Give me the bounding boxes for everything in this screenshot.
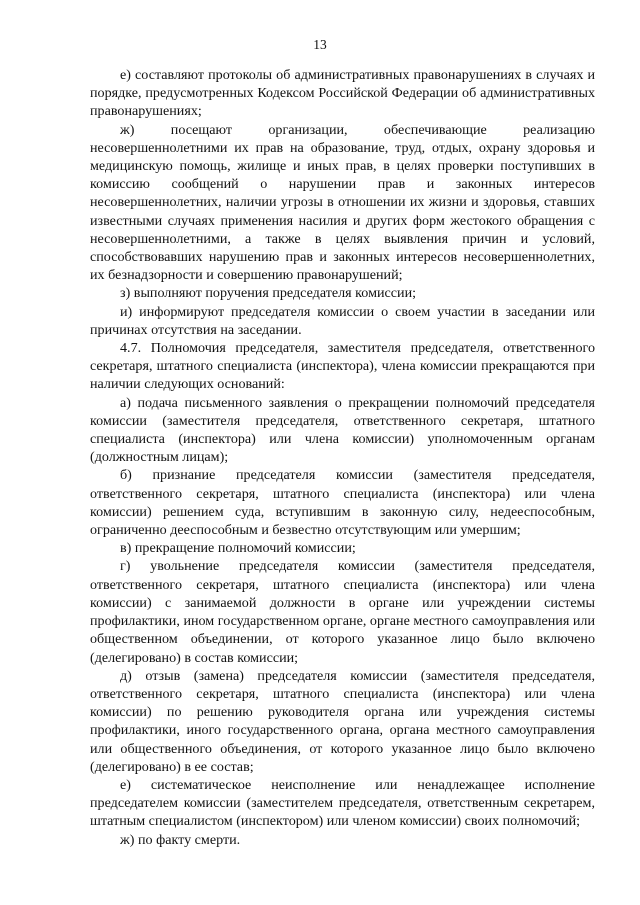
paragraph-b-court-decision: б) признание председателя комиссии (заместителя председателя, ответственного секретаря, штатного специалиста (инспектора) или члена комиссии) решением суда, вступившим в законную силу, недееспособным, ограниченно дееспособным и безвестно отсутствующим или умершим; <box>90 467 595 539</box>
page-number: 13 <box>313 37 327 52</box>
paragraph-g-dismissal: г) увольнение председателя комиссии (заместителя председателя, ответственного секретаря, штатного специалиста (инспектора) или члена комиссии) с занимаемой должности в органе или учреждении системы профилактики, ином государственном органе, органе местного самоуправления или общественном объединении, от которого указанное лицо было включено (делегировано) в состав комиссии; <box>90 558 595 666</box>
paragraph-zh-death: ж) по факту смерти. <box>120 831 241 848</box>
document-body <box>90 66 595 849</box>
paragraph-a-written-application: а) подача письменного заявления о прекращении полномочий председателя комиссии (заместителя председателя, ответственного секретаря, штатного специалиста (инспектора) или члена комиссии) уполномоченным органам (должностным лицам); <box>90 394 595 466</box>
paragraph-i-inform-chairman: и) информируют председателя комиссии о своем участии в заседании или причинах отсутствия на заседании. <box>90 303 595 338</box>
paragraph-zh-visit-organizations: ж) посещают организации, обеспечивающие реализацию несовершеннолетними их прав на образование, труд, отдых, охрану здоровья и медицинскую помощь, жилище и иных прав, в целях проверки поступивших в комиссию сообщений о нарушении прав и законных интересов несовершеннолетних, наличии угрозы в отношении их жизни и здоровья, ставших известными случаях применения насилия и других форм жестокого обращения с несовершеннолетними, а также в целях выявления причин и условий, способствовавших нарушению прав и законных интересов несовершеннолетних, их безнадзорности и совершению правонарушений; <box>90 121 595 284</box>
paragraph-4-7-termination-grounds: 4.7. Полномочия председателя, заместителя председателя, ответственного секретаря, штатного специалиста (инспектора), члена комиссии прекращаются при наличии следующих оснований: <box>90 340 595 393</box>
paragraph-d-recall: д) отзыв (замена) председателя комиссии (заместителя председателя, ответственного секретаря, штатного специалиста (инспектора) или члена комиссии) по решению руководителя органа или учреждения системы профилактики, иного государственного органа, органа местного самоуправления или общественного объединения, от которого указанное лицо было включено (делегировано) в ее состав; <box>90 667 595 775</box>
paragraph-e-systematic-failure: е) систематическое неисполнение или ненадлежащее исполнение председателем комиссии (заместителем председателя, ответственным секретарем, штатным специалистом (инспектором) или членом комиссии) своих полномочий; <box>90 776 595 830</box>
paragraph-e-protocols: е) составляют протоколы об административных правонарушениях в случаях и порядке, предусмотренных Кодексом Российской Федерации об административных правонарушениях; <box>90 67 595 120</box>
paragraph-v-commission-termination: в) прекращение полномочий комиссии; <box>120 540 356 557</box>
paragraph-z-chairman-orders: з) выполняют поручения председателя комиссии; <box>120 285 417 302</box>
